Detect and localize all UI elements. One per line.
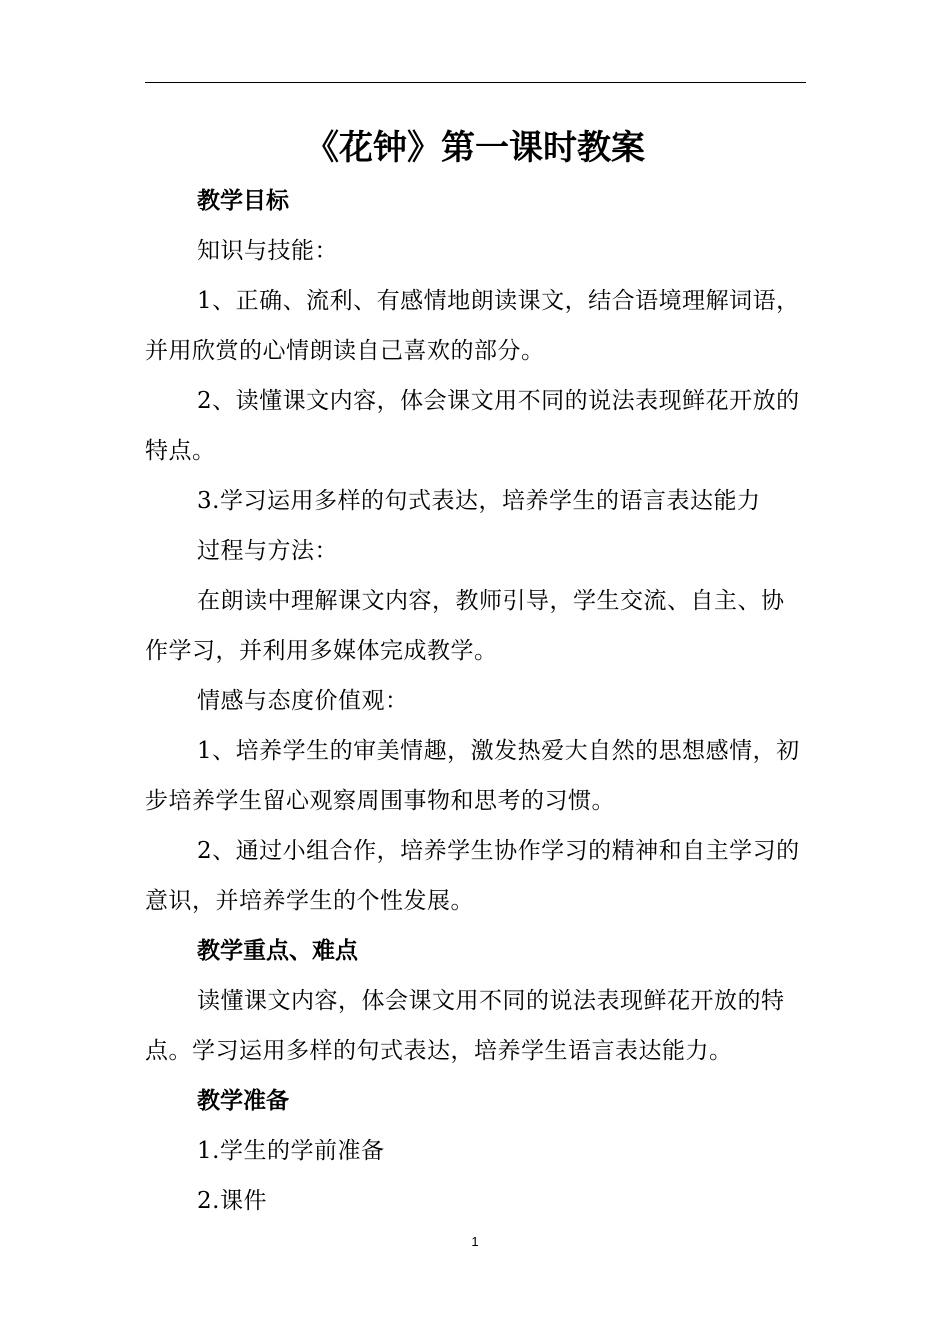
- page-number: 1: [471, 1234, 479, 1249]
- paragraph-emotion-1: 1、培养学生的审美情趣，激发热爱大自然的思想感情，初步培养学生留心观察周围事物和思考的习惯。: [145, 738, 800, 814]
- paragraph-knowledge-1: 1、正确、流利、有感情地朗读课文，结合语境理解词语，并用欣赏的心情朗读自己喜欢的部分。: [145, 288, 800, 364]
- document-body: [145, 176, 806, 1226]
- header-rule: [145, 82, 806, 83]
- paragraph-preparation-1: 1.学生的学前准备: [197, 1138, 385, 1164]
- subheading-process: 过程与方法：: [197, 538, 338, 564]
- subheading-knowledge: 知识与技能：: [197, 238, 338, 264]
- paragraph-preparation-2: 2.课件: [197, 1188, 267, 1214]
- heading-key-points: 教学重点、难点: [197, 938, 358, 964]
- paragraph-key-points-1: 读懂课文内容，体会课文用不同的说法表现鲜花开放的特点。学习运用多样的句式表达，培养学生语言表达能力。: [145, 988, 785, 1064]
- paragraph-knowledge-2: 2、读懂课文内容，体会课文用不同的说法表现鲜花开放的特点。: [145, 388, 800, 464]
- document-title: 《花钟》第一课时教案: [305, 128, 645, 168]
- paragraph-process-1: 在朗读中理解课文内容，教师引导，学生交流、自主、协作学习，并利用多媒体完成教学。: [145, 588, 785, 664]
- heading-preparation: 教学准备: [197, 1088, 289, 1114]
- heading-objectives: 教学目标: [197, 188, 289, 214]
- paragraph-knowledge-3: 3.学习运用多样的句式表达，培养学生的语言表达能力: [197, 488, 761, 514]
- paragraph-emotion-2: 2、通过小组合作，培养学生协作学习的精神和自主学习的意识，并培养学生的个性发展。: [145, 838, 800, 914]
- subheading-emotion: 情感与态度价值观：: [197, 688, 409, 714]
